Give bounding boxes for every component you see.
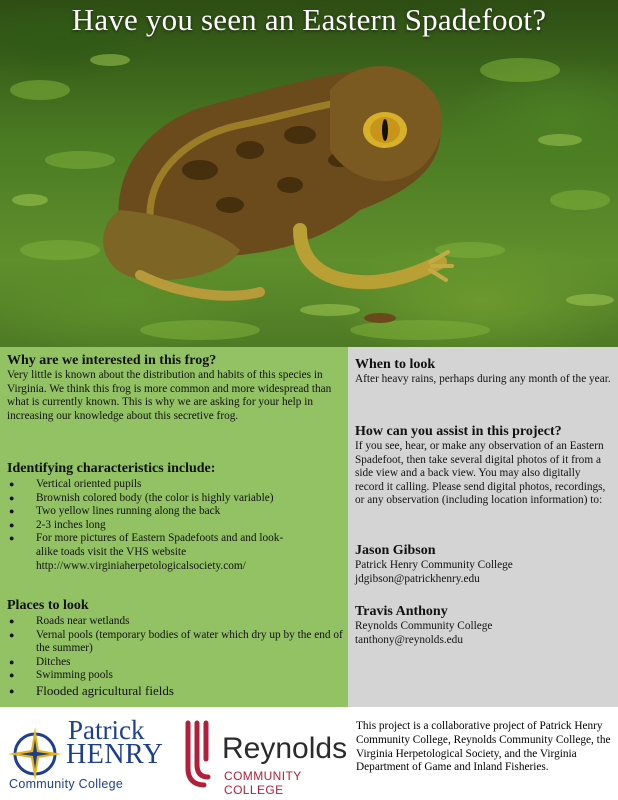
list-item: ● For more pictures of Eastern Spadefoots and and look-alike toads visit the VHS website http://www.virginiaherpetologicalsociety.com/ bbox=[0, 532, 343, 573]
reynolds-logo-name: Reynolds bbox=[222, 732, 348, 765]
list-item: ● Ditches bbox=[0, 656, 343, 670]
compass-star-icon bbox=[6, 725, 64, 783]
contact-name: Jason Gibson bbox=[355, 543, 436, 558]
phcc-logo-line1: Patrick bbox=[68, 715, 145, 745]
places-title: Places to look bbox=[7, 598, 89, 613]
contact-email[interactable]: jdgibson@patrickhenry.edu bbox=[355, 572, 480, 585]
contact-card bbox=[355, 604, 611, 647]
left-panel bbox=[0, 347, 348, 707]
reynolds-logo-sub: COMMUNITY COLLEGE bbox=[224, 769, 302, 797]
phcc-logo bbox=[6, 717, 176, 793]
footer-note: This project is a collaborative project of Patrick Henry Community College, Reynolds Community College, the Virginia Herpetological Society, and the Virginia Department of Game and Inland Fisheries. bbox=[356, 720, 611, 774]
list-item: ● Roads near wetlands bbox=[0, 615, 343, 629]
footer bbox=[0, 707, 618, 800]
places-list bbox=[0, 615, 343, 699]
list-item: ● 2-3 inches long bbox=[0, 519, 343, 533]
right-panel bbox=[348, 347, 618, 707]
interest-body: Very little is known about the distribution and habits of this species in Virginia. We think this frog is more common and more widespread than what is currently known. This is why we are asking for your help in increasing our knowledge about this secretive frog. bbox=[7, 369, 332, 422]
list-item: ● Two yellow lines running along the back bbox=[0, 505, 343, 519]
hero-photo bbox=[0, 0, 618, 347]
contact-org: Reynolds Community College bbox=[355, 620, 493, 632]
list-item: ● Swimming pools bbox=[0, 669, 343, 683]
characteristics-title: Identifying characteristics include: bbox=[7, 461, 216, 476]
list-item: ● Vernal pools (temporary bodies of water which dry up by the end of the summer) bbox=[0, 629, 343, 656]
list-item: ● Brownish colored body (the color is highly variable) bbox=[0, 492, 343, 506]
phcc-logo-line2: HENRY bbox=[66, 739, 164, 770]
reynolds-mark-icon bbox=[182, 719, 212, 789]
spadefoot-frog-illustration bbox=[0, 0, 618, 347]
contact-org: Patrick Henry Community College bbox=[355, 559, 513, 571]
when-title: When to look bbox=[355, 357, 436, 372]
when-body: After heavy rains, perhaps during any month of the year. bbox=[355, 373, 611, 385]
assist-title: How can you assist in this project? bbox=[355, 424, 562, 439]
list-item: ● Flooded agricultural fields bbox=[0, 683, 343, 699]
characteristics-list bbox=[0, 478, 343, 573]
page-title: Have you seen an Eastern Spadefoot? bbox=[71, 2, 547, 37]
phcc-logo-line3: Community College bbox=[9, 777, 124, 791]
contact-name: Travis Anthony bbox=[355, 604, 448, 619]
reynolds-logo bbox=[182, 719, 354, 795]
contact-email[interactable]: tanthony@reynolds.edu bbox=[355, 633, 463, 646]
interest-title: Why are we interested in this frog? bbox=[7, 353, 217, 368]
contact-card bbox=[355, 543, 611, 586]
list-item: ● Vertical oriented pupils bbox=[0, 478, 343, 492]
assist-body: If you see, hear, or make any observation of an Eastern Spadefoot, then take several digital photos of it from a side view and a back view. You may also digitally record it calling. Please send digital photos, recordings, or any observation (including location information) to: bbox=[355, 440, 606, 507]
